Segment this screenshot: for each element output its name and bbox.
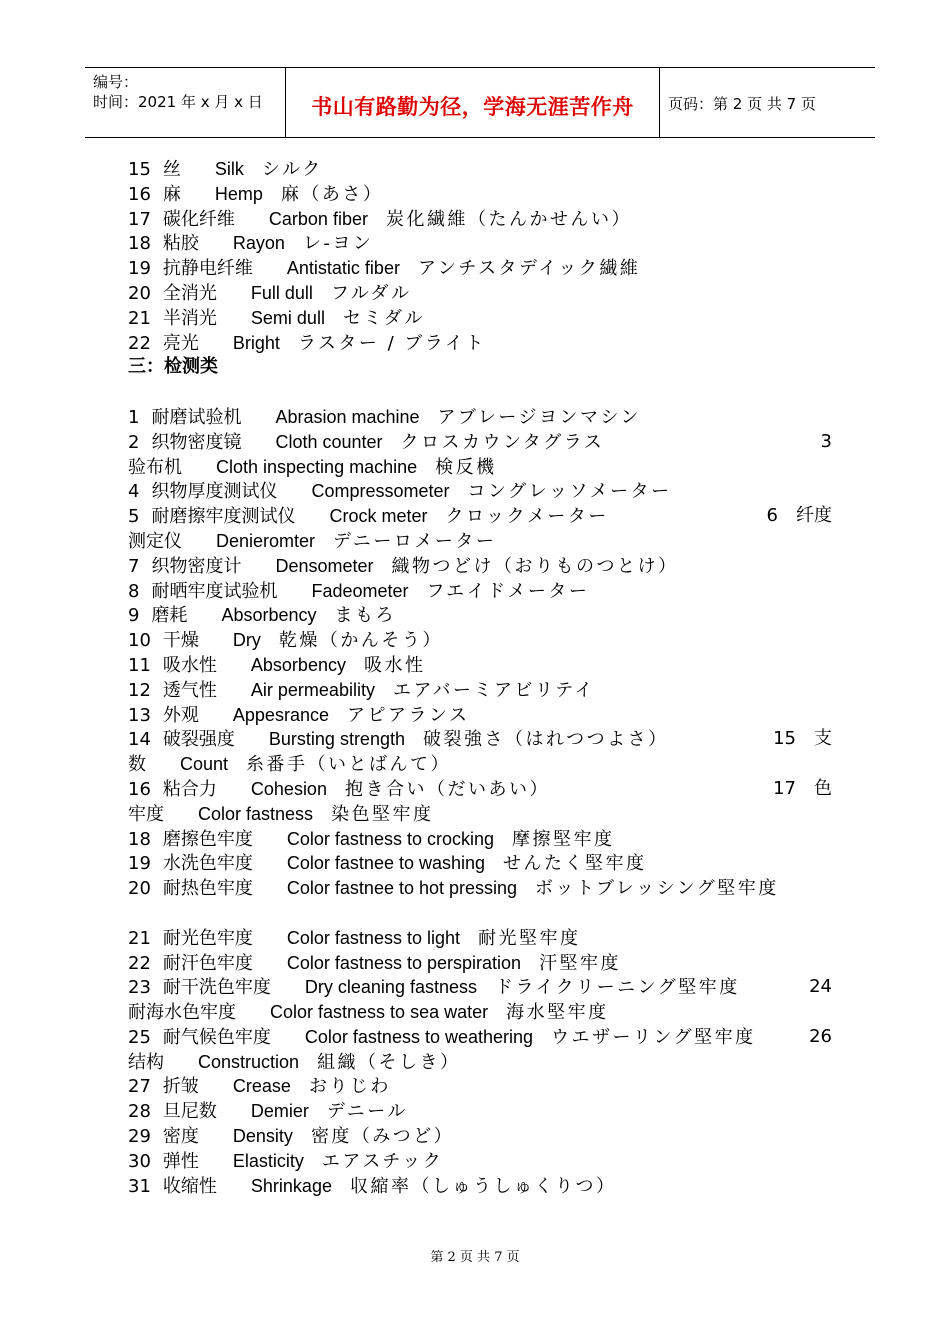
term-english: Color fastnee to washing [286, 853, 486, 874]
term-chinese: 耐磨擦牢度测试仪 [151, 506, 296, 528]
testing-term-list-continued [128, 926, 832, 1199]
term-row [128, 1074, 832, 1099]
term-chinese: 水洗色牢度 [162, 853, 253, 875]
blank-line [128, 901, 832, 926]
term-chinese: 磨耗 [151, 605, 188, 627]
term-japanese: 麻（あさ） [280, 183, 384, 205]
term-english: Silk [214, 159, 244, 179]
term-number: 21 [128, 927, 151, 949]
term-english: Denieromter [216, 530, 316, 551]
term-chinese: 耐气候色牢度 [162, 1026, 271, 1048]
term-number: 16 [128, 778, 151, 800]
term-number: 21 [128, 307, 151, 329]
term-chinese: 耐干洗色牢度 [162, 977, 271, 999]
term-chinese: 麻 [162, 183, 181, 205]
term-row [128, 951, 832, 976]
term-english: Appesrance [232, 704, 329, 725]
term-english: Fadeometer [311, 580, 409, 601]
term-english: Color fastness [198, 803, 314, 824]
term-row [128, 876, 832, 901]
term-japanese: 摩擦堅牢度 [512, 828, 615, 850]
term-chinese: 全消光 [162, 282, 217, 304]
fiber-term-list [128, 157, 832, 355]
term-chinese: 粘胶 [162, 233, 199, 255]
term-japanese: 炭化繊維（たんかせんい） [385, 208, 632, 230]
term-chinese: 抗静电纤维 [162, 258, 253, 280]
term-number: 19 [128, 258, 151, 280]
term-number: 1 [128, 406, 140, 428]
term-japanese: 検反機 [435, 456, 497, 478]
term-japanese: ボットブレッシング堅牢度 [535, 878, 779, 900]
term-english: Count [180, 754, 229, 775]
term-row [128, 256, 832, 281]
term-number: 10 [128, 630, 151, 652]
term-number: 30 [128, 1150, 151, 1172]
page-header [85, 67, 875, 138]
term-chinese: 破裂强度 [162, 729, 235, 751]
term-chinese: 织物厚度测试仪 [151, 481, 278, 503]
code-label: 编号： [93, 73, 139, 91]
term-row [128, 1174, 832, 1199]
term-row [128, 504, 832, 529]
column-header-row [128, 380, 832, 405]
term-continuation: 6 纤度 [766, 505, 832, 527]
term-number: 9 [128, 605, 140, 627]
term-japanese: 糸番手（いとばんて） [246, 754, 452, 776]
term-chinese: 半消光 [162, 307, 217, 329]
term-english: Abrasion machine [275, 406, 420, 427]
term-number: 11 [128, 654, 151, 676]
term-row [128, 777, 832, 802]
term-number: 29 [128, 1126, 151, 1148]
term-japanese: 密度（みつど） [310, 1126, 455, 1148]
term-number: 12 [128, 679, 151, 701]
term-japanese: セミダル [342, 307, 425, 329]
term-chinese: 吸水性 [162, 654, 217, 676]
term-english: Semi dull [250, 307, 325, 328]
term-english: Color fastness to weathering [304, 1026, 534, 1047]
term-number: 4 [128, 481, 140, 503]
term-english: Full dull [250, 282, 313, 303]
term-chinese: 弹性 [162, 1150, 199, 1172]
term-row [128, 603, 832, 628]
term-row [128, 281, 832, 306]
term-row [128, 554, 832, 579]
term-english: Compressometer [311, 481, 450, 502]
term-continuation: 3 [820, 430, 832, 452]
term-number: 14 [128, 729, 151, 751]
term-chinese: 织物密度镜 [151, 431, 242, 453]
term-row [128, 1124, 832, 1149]
term-row [128, 207, 832, 232]
term-chinese: 亮光 [162, 332, 199, 354]
term-continuation: 26 [809, 1025, 832, 1047]
term-japanese: 破裂強さ（はれつつよさ） [422, 729, 669, 751]
term-japanese: アブレージヨンマシン [437, 406, 642, 428]
term-row [128, 975, 832, 1000]
term-english: Antistatic fiber [286, 258, 400, 279]
term-row [128, 1149, 832, 1174]
term-japanese: フエイドメーター [426, 580, 590, 602]
term-english: Dry [232, 630, 261, 651]
term-row [128, 157, 832, 182]
term-japanese: クロスカウンタグラス [400, 431, 605, 453]
term-english: Bright [232, 332, 280, 353]
term-row [128, 752, 832, 777]
term-japanese: アンチスタデイック繊維 [417, 258, 641, 280]
term-row [128, 529, 832, 554]
term-chinese: 织物密度计 [151, 555, 242, 577]
term-row [128, 231, 832, 256]
term-chinese: 耐晒牢度试验机 [151, 580, 278, 602]
term-row [128, 579, 832, 604]
term-english: Bursting strength [268, 729, 405, 750]
term-row [128, 827, 832, 852]
term-english: Rayon [232, 233, 285, 254]
term-chinese: 结构 [128, 1051, 164, 1073]
term-japanese: 抱き合い（だいあい） [344, 778, 550, 800]
term-chinese: 干燥 [162, 630, 199, 652]
term-row [128, 926, 832, 951]
term-japanese: 収縮率（しゅうしゅくりつ） [349, 1175, 617, 1197]
term-continuation: 24 [809, 976, 832, 998]
term-english: Crease [232, 1076, 291, 1097]
term-japanese: エアスチック [321, 1150, 444, 1172]
term-row [128, 331, 832, 356]
term-number: 19 [128, 853, 151, 875]
term-row [128, 653, 832, 678]
term-number: 17 [128, 208, 151, 230]
term-japanese: 乾燥（かんそう） [278, 630, 443, 652]
term-japanese: 吸水性 [363, 654, 426, 676]
term-row [128, 628, 832, 653]
time-label: 时间：2021 年 x 月 x 日 [93, 93, 263, 111]
term-english: Cloth inspecting machine [216, 456, 418, 477]
term-english: Color fastness to sea water [270, 1002, 489, 1023]
term-english: Color fastness to perspiration [286, 952, 522, 973]
term-chinese: 耐热色牢度 [162, 878, 253, 900]
term-number: 15 [128, 159, 151, 180]
term-row [128, 1099, 832, 1124]
term-row [128, 1000, 832, 1025]
term-row [128, 182, 832, 207]
term-chinese: 粘合力 [162, 778, 217, 800]
term-row [128, 430, 832, 455]
term-number: 25 [128, 1026, 151, 1048]
term-japanese: アピアランス [346, 704, 470, 726]
term-row [128, 1025, 832, 1050]
term-continuation: 15 支 [773, 728, 832, 750]
term-row [128, 455, 832, 480]
term-japanese: ウエザーリング堅牢度 [551, 1026, 756, 1048]
term-japanese: 海水堅牢度 [506, 1002, 609, 1024]
testing-term-list [128, 405, 832, 901]
term-english: Cohesion [250, 778, 327, 799]
term-japanese: エアバーミアビリテイ [392, 679, 595, 701]
term-japanese: せんたく堅牢度 [503, 853, 647, 875]
term-row [128, 405, 832, 430]
term-english: Shrinkage [250, 1175, 332, 1196]
header-meta [93, 72, 263, 112]
glossary-body [128, 157, 832, 1198]
term-japanese: ドライクリーニング堅牢度 [495, 977, 740, 999]
term-chinese: 磨擦色牢度 [162, 828, 253, 850]
term-japanese: 染色堅牢度 [331, 803, 434, 825]
term-number: 27 [128, 1076, 151, 1098]
term-english: Hemp [214, 183, 263, 204]
term-english: Demier [250, 1101, 309, 1122]
term-japanese: デニーロメーター [333, 530, 497, 552]
header-motto: 书山有路勤为径，学海无涯苦作舟 [311, 95, 634, 119]
term-chinese: 透气性 [162, 679, 217, 701]
page-footer: 第 2 页 共 7 页 [430, 1250, 520, 1265]
term-number: 18 [128, 828, 151, 850]
term-english: Dry cleaning fastness [304, 977, 477, 998]
term-english: Color fastness to crocking [286, 828, 494, 849]
term-number: 20 [128, 878, 151, 900]
term-number: 5 [128, 506, 140, 528]
term-chinese: 耐光色牢度 [162, 927, 253, 949]
term-chinese: 外观 [162, 704, 199, 726]
term-english: Absorbency [221, 605, 317, 626]
term-number: 22 [128, 952, 151, 974]
term-english: Cloth counter [275, 431, 383, 452]
term-japanese: まもろ [334, 605, 397, 627]
term-number: 8 [128, 580, 140, 602]
term-chinese: 收缩性 [162, 1175, 217, 1197]
term-row [128, 1050, 832, 1075]
term-english: Elasticity [232, 1150, 304, 1171]
term-english: Absorbency [250, 654, 346, 675]
term-chinese: 密度 [162, 1126, 199, 1148]
term-row [128, 678, 832, 703]
term-japanese: 組織（そしき） [317, 1051, 461, 1073]
term-english: Density [232, 1126, 293, 1147]
term-japanese: 耐光堅牢度 [478, 927, 581, 949]
term-japanese: ラスター / ブライト [297, 332, 486, 354]
term-number: 23 [128, 977, 151, 999]
term-chinese: 耐汗色牢度 [162, 952, 253, 974]
term-japanese: シルク [261, 159, 323, 180]
term-row [128, 703, 832, 728]
term-japanese: デニール [326, 1101, 408, 1123]
term-japanese: クロックメーター [445, 506, 609, 528]
term-english: Color fastness to light [286, 927, 460, 948]
term-chinese: 牢度 [128, 803, 164, 825]
term-number: 7 [128, 555, 140, 577]
term-chinese: 耐磨试验机 [151, 406, 242, 428]
term-japanese: レ-ヨン [302, 233, 374, 255]
term-row [128, 727, 832, 752]
term-chinese: 数 [128, 754, 146, 776]
term-number: 18 [128, 233, 151, 255]
section-title: 三：检测类 [128, 356, 218, 378]
term-japanese: 汗堅牢度 [539, 952, 622, 974]
header-page-info: 页码：第 2 页 共 7 页 [668, 95, 816, 113]
term-english: Crock meter [329, 506, 428, 527]
term-chinese: 耐海水色牢度 [128, 1002, 236, 1024]
term-english: Construction [198, 1051, 300, 1072]
term-chinese: 折皱 [162, 1076, 199, 1098]
term-row [128, 802, 832, 827]
term-japanese: おりじわ [308, 1076, 391, 1098]
term-english: Densometer [275, 555, 374, 576]
term-continuation: 17 色 [773, 777, 832, 799]
term-number: 22 [128, 332, 151, 354]
term-row [128, 851, 832, 876]
term-chinese: 验布机 [128, 456, 182, 478]
term-chinese: 测定仪 [128, 530, 182, 552]
term-number: 20 [128, 282, 151, 304]
term-chinese: 碳化纤维 [162, 208, 235, 230]
term-japanese: 織物つどけ（おりものつとけ） [391, 555, 679, 577]
term-chinese: 旦尼数 [162, 1101, 217, 1123]
term-number: 16 [128, 183, 151, 205]
term-number: 31 [128, 1175, 151, 1197]
term-number: 2 [128, 431, 140, 453]
header-divider-right [659, 68, 660, 137]
term-japanese: コングレッソメーター [467, 481, 672, 503]
term-chinese: 丝 [162, 159, 181, 180]
term-row [128, 479, 832, 504]
term-row [128, 306, 832, 331]
term-english: Color fastnee to hot pressing [286, 878, 518, 899]
term-english: Air permeability [250, 679, 375, 700]
term-number: 28 [128, 1101, 151, 1123]
term-english: Carbon fiber [268, 208, 368, 229]
term-number: 13 [128, 704, 151, 726]
term-japanese: フルダル [330, 282, 412, 304]
